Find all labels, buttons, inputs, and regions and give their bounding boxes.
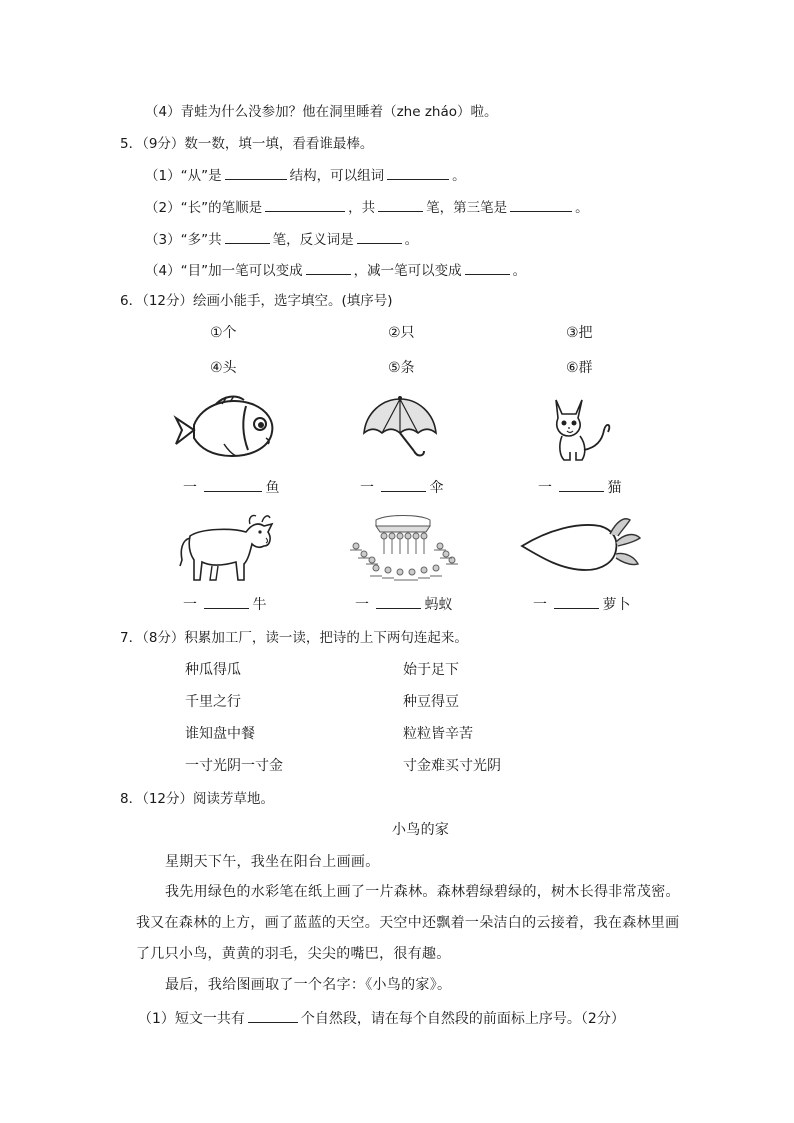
answer-blank[interactable] bbox=[559, 477, 604, 492]
story-paragraph-3: 最后，我给图画取了一个名字：《小鸟的家》。 bbox=[165, 977, 452, 993]
answer-blank[interactable] bbox=[306, 260, 351, 275]
answer-blank[interactable] bbox=[248, 1008, 298, 1023]
fill-radish: 一 萝卜 bbox=[533, 594, 630, 615]
poem-right-2[interactable]: 种豆得豆 bbox=[403, 694, 459, 710]
story-title: 小鸟的家 bbox=[392, 822, 450, 838]
option-6: ⑥群 bbox=[566, 360, 593, 376]
poem-left-4[interactable]: 一寸光阴一寸金 bbox=[185, 758, 283, 774]
poem-left-1[interactable]: 种瓜得瓜 bbox=[185, 662, 241, 678]
poem-right-3[interactable]: 粒粒皆辛苦 bbox=[403, 726, 473, 742]
cat-picture bbox=[546, 394, 614, 464]
answer-blank[interactable] bbox=[376, 594, 421, 609]
fill-fish: 一 鱼 bbox=[183, 477, 279, 498]
answer-blank[interactable] bbox=[510, 197, 572, 212]
answer-blank[interactable] bbox=[225, 165, 287, 180]
answer-blank[interactable] bbox=[204, 594, 249, 609]
cow-picture bbox=[172, 510, 276, 586]
fill-cat: 一 猫 bbox=[538, 477, 621, 498]
answer-blank[interactable] bbox=[225, 229, 270, 244]
option-1: ①个 bbox=[210, 325, 237, 341]
answer-blank[interactable] bbox=[357, 229, 402, 244]
fill-umbrella: 一 伞 bbox=[360, 477, 443, 498]
poem-left-2[interactable]: 千里之行 bbox=[185, 694, 241, 710]
umbrella-picture bbox=[360, 395, 440, 461]
option-5: ⑤条 bbox=[388, 360, 415, 376]
story-paragraph-2-line-3: 了几只小鸟，黄黄的羽毛，尖尖的嘴巴，很有趣。 bbox=[136, 946, 451, 962]
q8-title: 8．（12分）阅读芳草地。 bbox=[120, 791, 275, 807]
answer-blank[interactable] bbox=[465, 260, 510, 275]
q5-item3: （3）“多”共 笔，反义词是 。 bbox=[145, 229, 418, 250]
answer-blank[interactable] bbox=[378, 197, 423, 212]
option-2: ②只 bbox=[388, 325, 415, 341]
fish-picture bbox=[172, 392, 276, 462]
option-4: ④头 bbox=[210, 360, 237, 376]
fill-cow: 一 牛 bbox=[183, 594, 266, 615]
poem-right-1[interactable]: 始于足下 bbox=[403, 662, 459, 678]
answer-blank[interactable] bbox=[204, 477, 262, 492]
story-paragraph-1: 星期天下午，我坐在阳台上画画。 bbox=[165, 854, 380, 870]
answer-blank[interactable] bbox=[265, 197, 345, 212]
poem-left-3[interactable]: 谁知盘中餐 bbox=[185, 726, 255, 742]
q5-title: 5．（9分）数一数，填一填，看看谁最棒。 bbox=[120, 136, 374, 152]
q4-item4: （4）青蛙为什么没参加？他在洞里睡着（zhe zháo）啦。 bbox=[145, 104, 498, 120]
story-paragraph-2-line-1: 我先用绿色的水彩笔在纸上画了一片森林。森林碧绿碧绿的，树木长得非常茂密。 bbox=[165, 884, 680, 900]
story-paragraph-2-line-2: 我又在森林的上方，画了蓝蓝的天空。天空中还飘着一朵洁白的云接着，我在森林里画 bbox=[136, 915, 680, 931]
q6-title: 6．（12分）绘画小能手，选字填空。(填序号) bbox=[120, 293, 393, 309]
radish-picture bbox=[518, 512, 644, 578]
q5-item2: （2）“长”的笔顺是 ，共 笔，第三笔是 。 bbox=[145, 197, 589, 218]
answer-blank[interactable] bbox=[381, 477, 426, 492]
q5-item1: （1）“从”是 结构，可以组词 。 bbox=[145, 165, 466, 186]
q8-sub1: （1）短文一共有 个自然段，请在每个自然段的前面标上序号。（2分） bbox=[138, 1008, 625, 1029]
answer-blank[interactable] bbox=[387, 165, 449, 180]
answer-blank[interactable] bbox=[554, 594, 599, 609]
q5-item4: （4）“目”加一笔可以变成 ，减一笔可以变成 。 bbox=[145, 260, 526, 281]
poem-right-4[interactable]: 寸金难买寸光阴 bbox=[403, 758, 501, 774]
ants-picture bbox=[346, 514, 460, 582]
q7-title: 7．（8分）积累加工厂，读一读，把诗的上下两句连起来。 bbox=[120, 630, 468, 646]
option-3: ③把 bbox=[566, 325, 593, 341]
fill-ants: 一 蚂蚁 bbox=[355, 594, 452, 615]
